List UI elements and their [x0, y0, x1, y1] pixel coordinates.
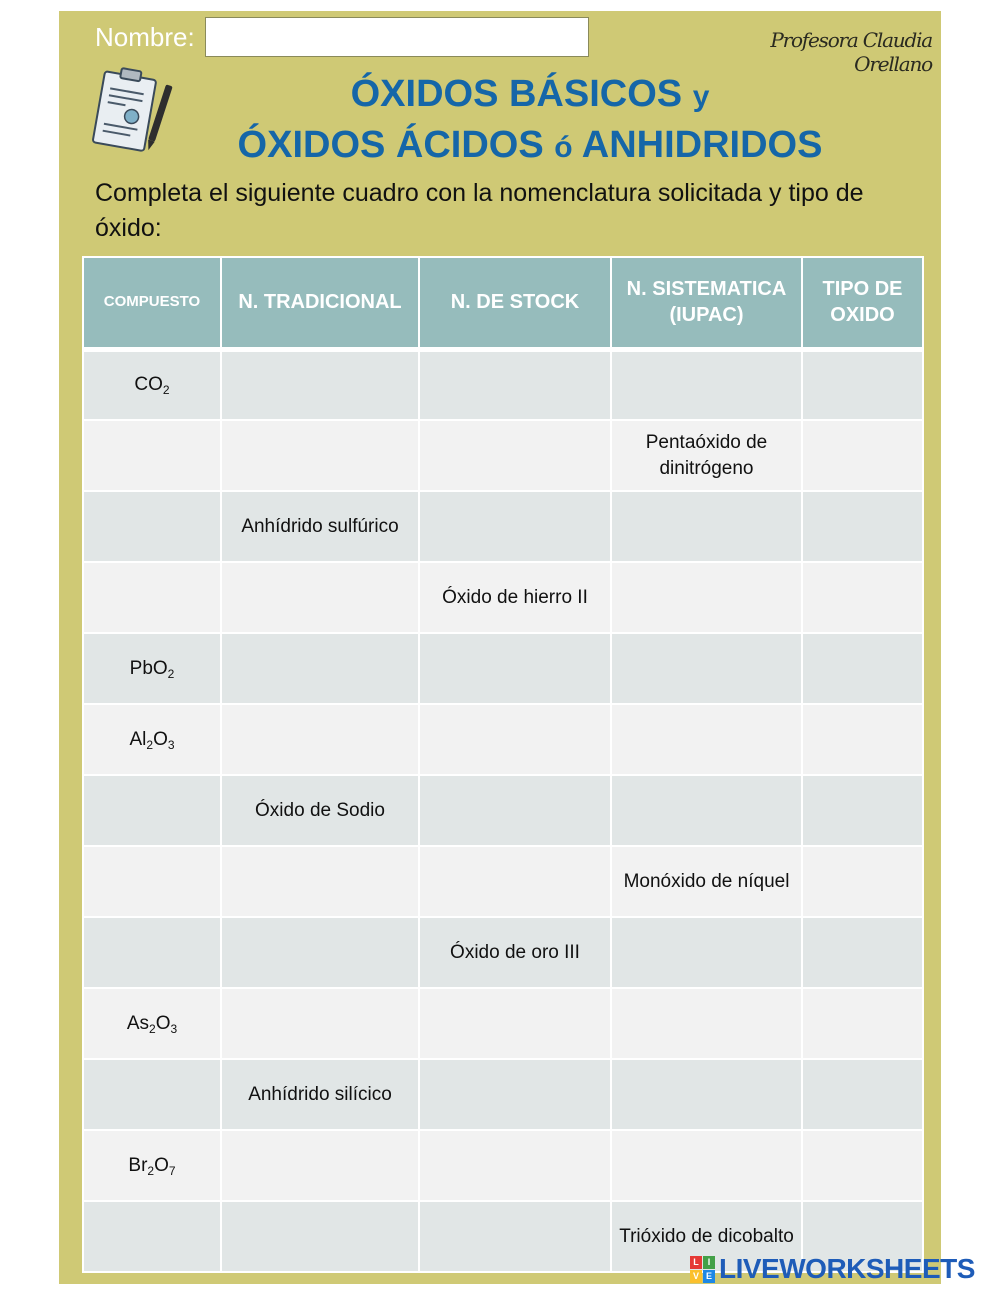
cell-tradicional[interactable]: [221, 562, 419, 633]
formula-element: Br: [128, 1154, 148, 1176]
table-row: [83, 491, 923, 562]
cell-tradicional[interactable]: [221, 846, 419, 917]
cell-tradicional[interactable]: [221, 917, 419, 988]
formula-subscript: 3: [167, 737, 175, 752]
cell-compuesto[interactable]: [83, 562, 221, 633]
cell-tipo[interactable]: [802, 988, 923, 1059]
formula-subscript: 2: [146, 737, 154, 752]
cell-sistematica[interactable]: [611, 1130, 802, 1201]
cell-stock[interactable]: [419, 1201, 611, 1272]
cell-sistematica[interactable]: [611, 1059, 802, 1130]
table-body: [83, 349, 923, 1272]
table-row: [83, 846, 923, 917]
cell-sistematica: Monóxido de níquel: [611, 846, 802, 917]
cell-compuesto: [83, 349, 221, 420]
formula-subscript: 7: [168, 1163, 176, 1178]
cell-sistematica[interactable]: [611, 633, 802, 704]
table-row: [83, 988, 923, 1059]
formula-subscript: 2: [167, 666, 175, 681]
table-row: [83, 562, 923, 633]
cell-tradicional: Anhídrido sulfúrico: [221, 491, 419, 562]
table-header-row: [83, 257, 923, 349]
name-input[interactable]: [205, 17, 589, 57]
cell-compuesto: [83, 988, 221, 1059]
cell-compuesto[interactable]: [83, 775, 221, 846]
cell-stock[interactable]: [419, 988, 611, 1059]
cell-tipo[interactable]: [802, 1059, 923, 1130]
title-line2-part2: ANHIDRIDOS: [581, 124, 823, 166]
cell-stock[interactable]: [419, 1130, 611, 1201]
page-title: [150, 70, 910, 172]
title-line1-suffix: y: [692, 80, 710, 113]
header-compuesto: COMPUESTO: [83, 257, 221, 349]
cell-tipo[interactable]: [802, 420, 923, 491]
cell-stock[interactable]: [419, 1059, 611, 1130]
cell-tipo[interactable]: [802, 704, 923, 775]
liveworksheets-logo: [690, 1254, 975, 1284]
header-tradicional: N. TRADICIONAL: [221, 257, 419, 349]
table-row: [83, 1130, 923, 1201]
formula-subscript: 2: [162, 383, 170, 398]
cell-stock[interactable]: [419, 704, 611, 775]
cell-stock[interactable]: [419, 349, 611, 420]
table-row: [83, 420, 923, 491]
cell-tradicional[interactable]: [221, 349, 419, 420]
cell-tradicional: Óxido de Sodio: [221, 775, 419, 846]
cell-tipo[interactable]: [802, 775, 923, 846]
header-sistematica: N. SISTEMATICA (IUPAC): [611, 257, 802, 349]
cell-compuesto: [83, 633, 221, 704]
cell-stock[interactable]: [419, 633, 611, 704]
cell-sistematica[interactable]: [611, 562, 802, 633]
cell-tradicional: Anhídrido silícico: [221, 1059, 419, 1130]
formula-element: PbO: [129, 657, 168, 679]
cell-tipo[interactable]: [802, 1130, 923, 1201]
cell-compuesto[interactable]: [83, 420, 221, 491]
cell-tipo[interactable]: [802, 491, 923, 562]
cell-stock[interactable]: [419, 846, 611, 917]
instructions-text: Completa el siguiente cuadro con la nomenclatura solicitada y tipo de óxido:: [95, 179, 864, 242]
header-tipo: TIPO DE OXIDO: [802, 257, 923, 349]
cell-sistematica: Pentaóxido de dinitrógeno: [611, 420, 802, 491]
brand-badge-letter: L: [690, 1256, 702, 1269]
cell-sistematica[interactable]: [611, 349, 802, 420]
teacher-name: Profesora Claudia Orellano: [770, 28, 932, 76]
cell-compuesto[interactable]: [83, 1201, 221, 1272]
cell-compuesto[interactable]: [83, 917, 221, 988]
cell-sistematica[interactable]: [611, 704, 802, 775]
cell-sistematica[interactable]: [611, 988, 802, 1059]
cell-sistematica: Trióxido de dicobalto: [611, 1201, 802, 1272]
cell-tipo[interactable]: [802, 349, 923, 420]
cell-tradicional[interactable]: [221, 988, 419, 1059]
formula-subscript: 2: [147, 1163, 155, 1178]
title-line2-part1: ÓXIDOS ÁCIDOS: [237, 124, 544, 166]
formula-subscript: 3: [170, 1021, 178, 1036]
formula-element: O: [155, 1012, 171, 1034]
cell-sistematica[interactable]: [611, 917, 802, 988]
table-row: [83, 917, 923, 988]
cell-tipo[interactable]: [802, 846, 923, 917]
table-row: [83, 1059, 923, 1130]
cell-tipo[interactable]: [802, 917, 923, 988]
name-label: Nombre:: [95, 22, 195, 52]
cell-tradicional[interactable]: [221, 420, 419, 491]
cell-tradicional[interactable]: [221, 1201, 419, 1272]
brand-badge: [690, 1256, 715, 1283]
brand-badge-letter: I: [703, 1256, 715, 1269]
cell-compuesto: [83, 704, 221, 775]
title-line1-main: ÓXIDOS BÁSICOS: [350, 73, 683, 115]
cell-compuesto[interactable]: [83, 491, 221, 562]
brand-text: LIVEWORKSHEETS: [719, 1253, 975, 1284]
table-row: [83, 633, 923, 704]
cell-stock[interactable]: [419, 775, 611, 846]
formula-element: O: [153, 728, 168, 750]
formula-element: O: [154, 1154, 169, 1176]
cell-tipo[interactable]: [802, 562, 923, 633]
brand-badge-letter: V: [690, 1270, 702, 1283]
formula-element: Al: [129, 728, 147, 750]
cell-stock[interactable]: [419, 491, 611, 562]
formula-element: As: [126, 1012, 150, 1034]
cell-tradicional[interactable]: [221, 1130, 419, 1201]
oxides-table: [82, 256, 924, 1273]
table-row: [83, 775, 923, 846]
cell-tradicional[interactable]: [221, 633, 419, 704]
table-row: [83, 704, 923, 775]
table-row: [83, 349, 923, 420]
cell-stock: Óxido de oro III: [419, 917, 611, 988]
cell-stock: Óxido de hierro II: [419, 562, 611, 633]
cell-compuesto[interactable]: [83, 1059, 221, 1130]
cell-compuesto: [83, 1130, 221, 1201]
cell-compuesto[interactable]: [83, 846, 221, 917]
cell-tradicional[interactable]: [221, 704, 419, 775]
cell-sistematica[interactable]: [611, 491, 802, 562]
cell-tipo[interactable]: [802, 633, 923, 704]
title-line2-connector: ó: [554, 131, 573, 164]
cell-sistematica[interactable]: [611, 775, 802, 846]
formula-element: CO: [134, 374, 163, 396]
brand-badge-letter: E: [703, 1270, 715, 1283]
cell-stock[interactable]: [419, 420, 611, 491]
header-stock: N. DE STOCK: [419, 257, 611, 349]
formula-subscript: 2: [149, 1021, 156, 1036]
